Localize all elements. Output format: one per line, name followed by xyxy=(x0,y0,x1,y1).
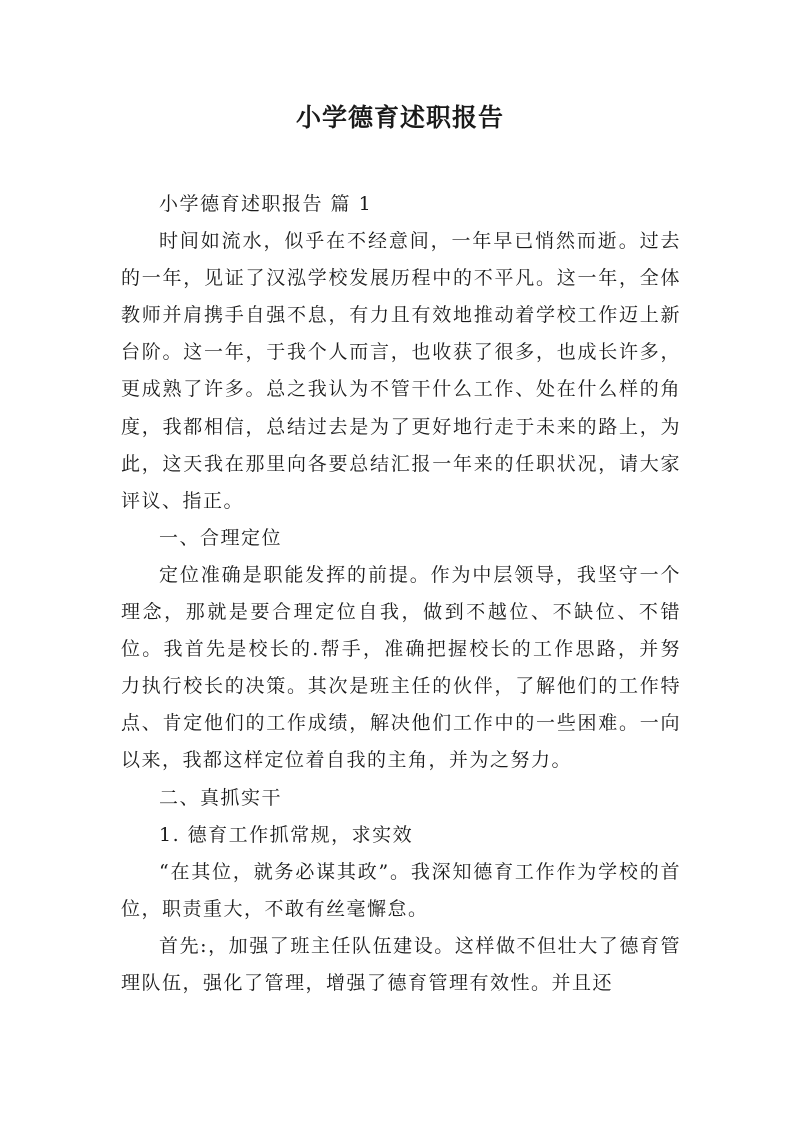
paragraph: “在其位，就务必谋其政”。我深知德育工作作为学校的首位，职责重大，不敢有丝毫懈怠。 xyxy=(121,860,681,920)
section-heading: 一、合理定位 xyxy=(159,526,283,549)
paragraph: 时间如流水，似乎在不经意间，一年早已悄然而逝。过去的一年，见证了汉泓学校发展历程中的不平凡。这一年，全体教师并肩携手自强不息，有力且有效地推动着学校工作迈上新台阶。这一年，于我个人而言，也收获了很多，也成长许多，更成熟了许多。总之我认为不管干什么工作、处在什么样的角度，我都相信，总结过去是为了更好地行走于未来的路上，为此，这天我在那里向各要总结汇报一年来的任职状况，请大家评议、指正。 xyxy=(121,230,681,512)
section-heading: 二、真抓实干 xyxy=(159,786,283,809)
paragraph: 定位准确是职能发挥的前提。作为中层领导，我坚守一个理念，那就是要合理定位自我，做到不越位、不缺位、不错位。我首先是校长的.帮手，准确把握校长的工作思路，并努力执行校长的决策。其次是班主任的伙伴，了解他们的工作特点、肯定他们的工作成绩，解决他们工作中的一些困难。一向以来，我都这样定位着自我的主角，并为之努力。 xyxy=(121,563,681,772)
document-title: 小学德育述职报告 xyxy=(295,103,504,132)
document-body xyxy=(121,186,681,1002)
subsection-heading: 1. 德育工作抓常规，求实效 xyxy=(159,823,414,846)
paragraph: 首先:，加强了班主任队伍建设。这样做不但壮大了德育管理队伍，强化了管理，增强了德育管理有效性。并且还 xyxy=(121,934,681,994)
section-heading: 小学德育述职报告 篇 1 xyxy=(159,193,373,215)
